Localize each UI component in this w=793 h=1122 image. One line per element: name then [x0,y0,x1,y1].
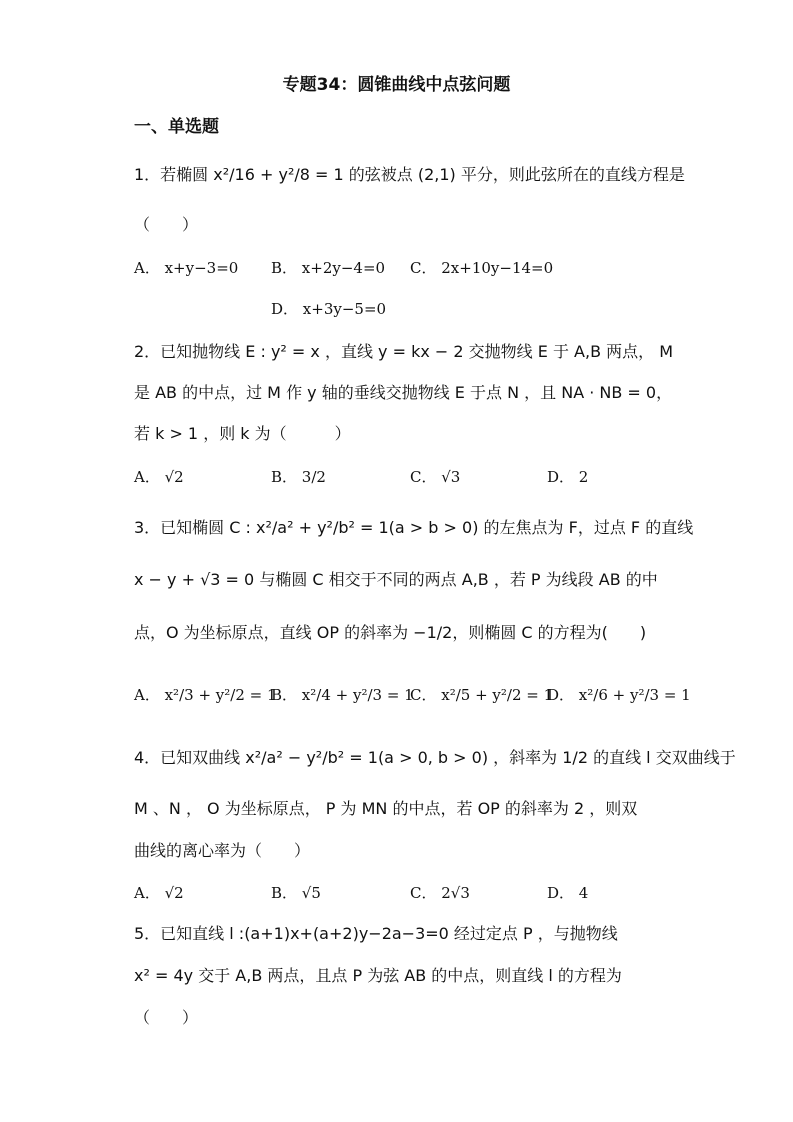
q3-option-d: D． x²/6 + y²/3 = 1 [547,686,691,704]
q5-stem-line3: （ ） [134,1008,199,1027]
q1-option-a: A． x+y−3=0 [134,259,239,277]
q4-stem-line1: 4．已知双曲线 x²/a² − y²/b² = 1(a > 0, b > 0) ，斜率为 1/2 的直线 l 交双曲线于 [134,748,736,767]
q3-stem-line1: 3．已知椭圆 C : x²/a² + y²/b² = 1(a > b > 0) 的左焦点为 F，过点 F 的直线 [134,518,694,537]
q2-stem-line3: 若 k > 1 ，则 k 为（ ） [134,424,351,443]
q5-stem-line2: x² = 4y 交于 A,B 两点，且点 P 为弦 AB 的中点，则直线 l 的方程为 [134,966,622,985]
q5-stem-line1: 5．已知直线 l :(a+1)x+(a+2)y−2a−3=0 经过定点 P ，与抛物线 [134,924,618,943]
q3-option-c: C． x²/5 + y²/2 = 1 [410,686,554,704]
section-heading: 一、单选题 [134,117,219,137]
q2-option-a: A． √2 [134,468,184,486]
q1-stem-line1: 1．若椭圆 x²/16 + y²/8 = 1 的弦被点 (2,1) 平分，则此弦所在的直线方程是 [134,165,685,184]
q2-option-b: B． 3/2 [271,468,326,486]
q2-option-d: D． 2 [547,468,589,486]
q4-option-a: A． √2 [134,884,184,902]
q4-option-c: C． 2√3 [410,884,470,902]
q1-option-c: C． 2x+10y−14=0 [410,259,554,277]
q3-stem-line2: x − y + √3 = 0 与椭圆 C 相交于不同的两点 A,B ，若 P 为线段 AB 的中 [134,570,658,589]
q2-stem-line1: 2．已知抛物线 E : y² = x ，直线 y = kx − 2 交抛物线 E 于 A,B 两点， M [134,342,674,361]
q4-stem-line3: 曲线的离心率为（ ） [134,841,311,860]
q2-option-c: C． √3 [410,468,461,486]
q4-option-d: D． 4 [547,884,589,902]
q2-stem-line2: 是 AB 的中点，过 M 作 y 轴的垂线交抛物线 E 于点 N ，且 NA · NB = 0， [134,383,673,402]
q4-stem-line2: M 、N ， O 为坐标原点， P 为 MN 的中点，若 OP 的斜率为 2 ，则双 [134,799,638,818]
q3-stem-line3: 点，O 为坐标原点，直线 OP 的斜率为 −1/2，则椭圆 C 的方程为( ) [134,623,647,642]
q1-stem-line2: （ ） [134,215,199,234]
q3-option-a: A． x²/3 + y²/2 = 1 [134,686,277,704]
q4-option-b: B． √5 [271,884,321,902]
q1-option-b: B． x+2y−4=0 [271,259,386,277]
q1-option-d: D． x+3y−5=0 [271,300,387,318]
page-title: 专题34：圆锥曲线中点弦问题 [282,75,511,95]
q3-option-b: B． x²/4 + y²/3 = 1 [271,686,414,704]
